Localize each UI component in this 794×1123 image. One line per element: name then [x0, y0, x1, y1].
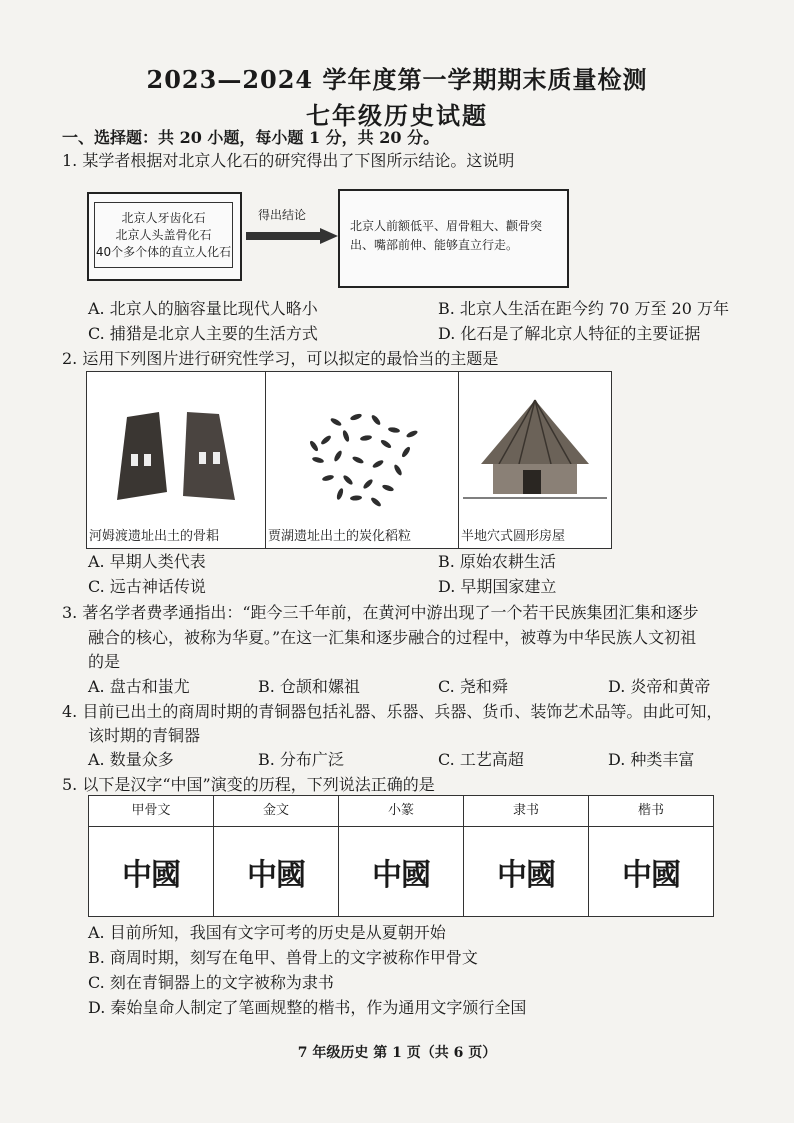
q1-stem: 1. 某学者根据对北京人化石的研究得出了下图所示结论。这说明 [62, 151, 515, 170]
right-arrow-icon [246, 228, 338, 244]
script-header: 隶书 [464, 796, 588, 827]
q5-stem: 5. 以下是汉字“中国”演变的历程，下列说法正确的是 [62, 775, 435, 794]
q4-option-a[interactable]: A. 数量众多 [88, 750, 174, 769]
section-heading: 一、选择题：共 20 小题，每小题 1 分，共 20 分。 [62, 128, 440, 147]
q1-evidence-3: 40个多个体的直立人化石 [95, 244, 232, 259]
script-glyph: 中國 [622, 857, 680, 893]
q3-option-b[interactable]: B. 仓颉和嫘祖 [258, 677, 360, 696]
script-col-clerical [464, 796, 589, 916]
rice-grain-image [266, 372, 459, 548]
q1-option-a[interactable]: A. 北京人的脑容量比现代人略小 [88, 299, 318, 318]
q2-option-b[interactable]: B. 原始农耕生活 [438, 552, 556, 571]
q4-option-c[interactable]: C. 工艺高超 [438, 750, 524, 769]
q4-stem-2: 该时期的青铜器 [88, 726, 201, 745]
script-col-seal [339, 796, 464, 916]
q1-arrow-label: 得出结论 [258, 208, 307, 222]
script-glyph: 中國 [372, 857, 430, 893]
q2-option-c[interactable]: C. 远古神话传说 [88, 577, 206, 596]
q1-evidence-1: 北京人牙齿化石 [121, 210, 206, 225]
script-header: 楷书 [589, 796, 713, 827]
q1-evidence-box [87, 192, 242, 281]
q1-conclusion-box [338, 189, 569, 288]
bone-spade-icon [87, 372, 265, 522]
script-header: 小篆 [339, 796, 463, 827]
q3-option-c[interactable]: C. 尧和舜 [438, 677, 508, 696]
caption-rice-grains: 贾湖遗址出土的炭化稻粒 [268, 529, 412, 544]
q3-stem-3: 的是 [88, 652, 121, 671]
script-col-bronze [214, 796, 339, 916]
bone-spade-image [87, 372, 266, 548]
q5-option-b[interactable]: B. 商周时期，刻写在龟甲、兽骨上的文字被称作甲骨文 [88, 948, 478, 967]
rice-grains-icon [266, 372, 458, 522]
q2-image-table [86, 371, 612, 549]
q1-conclusion-1: 北京人前额低平、眉骨粗大、颧骨突 [350, 219, 543, 233]
script-evolution-table [88, 795, 714, 917]
house-image [459, 372, 611, 548]
q5-option-a[interactable]: A. 目前所知，我国有文字可考的历史是从夏朝开始 [88, 923, 446, 942]
q3-option-d[interactable]: D. 炎帝和黄帝 [608, 677, 711, 696]
caption-round-house: 半地穴式圆形房屋 [461, 529, 566, 544]
q5-option-c[interactable]: C. 刻在青铜器上的文字被称为隶书 [88, 973, 334, 992]
q3-option-a[interactable]: A. 盘古和蚩尤 [88, 677, 190, 696]
q1-evidence-2: 北京人头盖骨化石 [115, 227, 212, 242]
script-glyph: 中國 [497, 857, 555, 893]
q2-option-d[interactable]: D. 早期国家建立 [438, 577, 557, 596]
q4-option-b[interactable]: B. 分布广泛 [258, 750, 344, 769]
round-hut-icon [459, 372, 611, 522]
exam-title: 2023—2024 学年度第一学期期末质量检测 [146, 65, 648, 94]
script-header: 甲骨文 [89, 796, 213, 827]
exam-subtitle: 七年级历史试题 [306, 101, 488, 130]
q1-option-b[interactable]: B. 北京人生活在距今约 70 万至 20 万年 [438, 299, 729, 318]
q4-option-d[interactable]: D. 种类丰富 [608, 750, 695, 769]
script-col-oracle [89, 796, 214, 916]
script-glyph: 中國 [247, 857, 305, 893]
q3-stem-2: 融合的核心，被称为华夏。”在这一汇集和逐步融合的过程中，被尊为中华民族人文初祖 [88, 628, 697, 647]
q3-stem-1: 3. 著名学者费孝通指出：“距今三千年前，在黄河中游出现了一个若干民族集团汇集和逐步 [62, 603, 699, 622]
q1-option-d[interactable]: D. 化石是了解北京人特征的主要证据 [438, 324, 701, 343]
q1-conclusion-2: 出、嘴部前伸、能够直立行走。 [350, 238, 519, 252]
page-footer: 7 年级历史 第 1 页（共 6 页） [297, 1045, 497, 1061]
q2-stem: 2. 运用下列图片进行研究性学习，可以拟定的最恰当的主题是 [62, 349, 499, 368]
script-col-regular [589, 796, 713, 916]
q1-option-c[interactable]: C. 捕猎是北京人主要的生活方式 [88, 324, 318, 343]
script-header: 金文 [214, 796, 338, 827]
script-glyph: 中國 [122, 857, 180, 893]
q2-option-a[interactable]: A. 早期人类代表 [88, 552, 206, 571]
q4-stem-1: 4. 目前已出土的商周时期的青铜器包括礼器、乐器、兵器、货币、装饰艺术品等。由此可知， [62, 702, 723, 721]
q5-option-d[interactable]: D. 秦始皇命人制定了笔画规整的楷书，作为通用文字颁行全国 [88, 998, 527, 1017]
caption-bone-spade: 河姆渡遗址出土的骨耜 [89, 529, 220, 544]
